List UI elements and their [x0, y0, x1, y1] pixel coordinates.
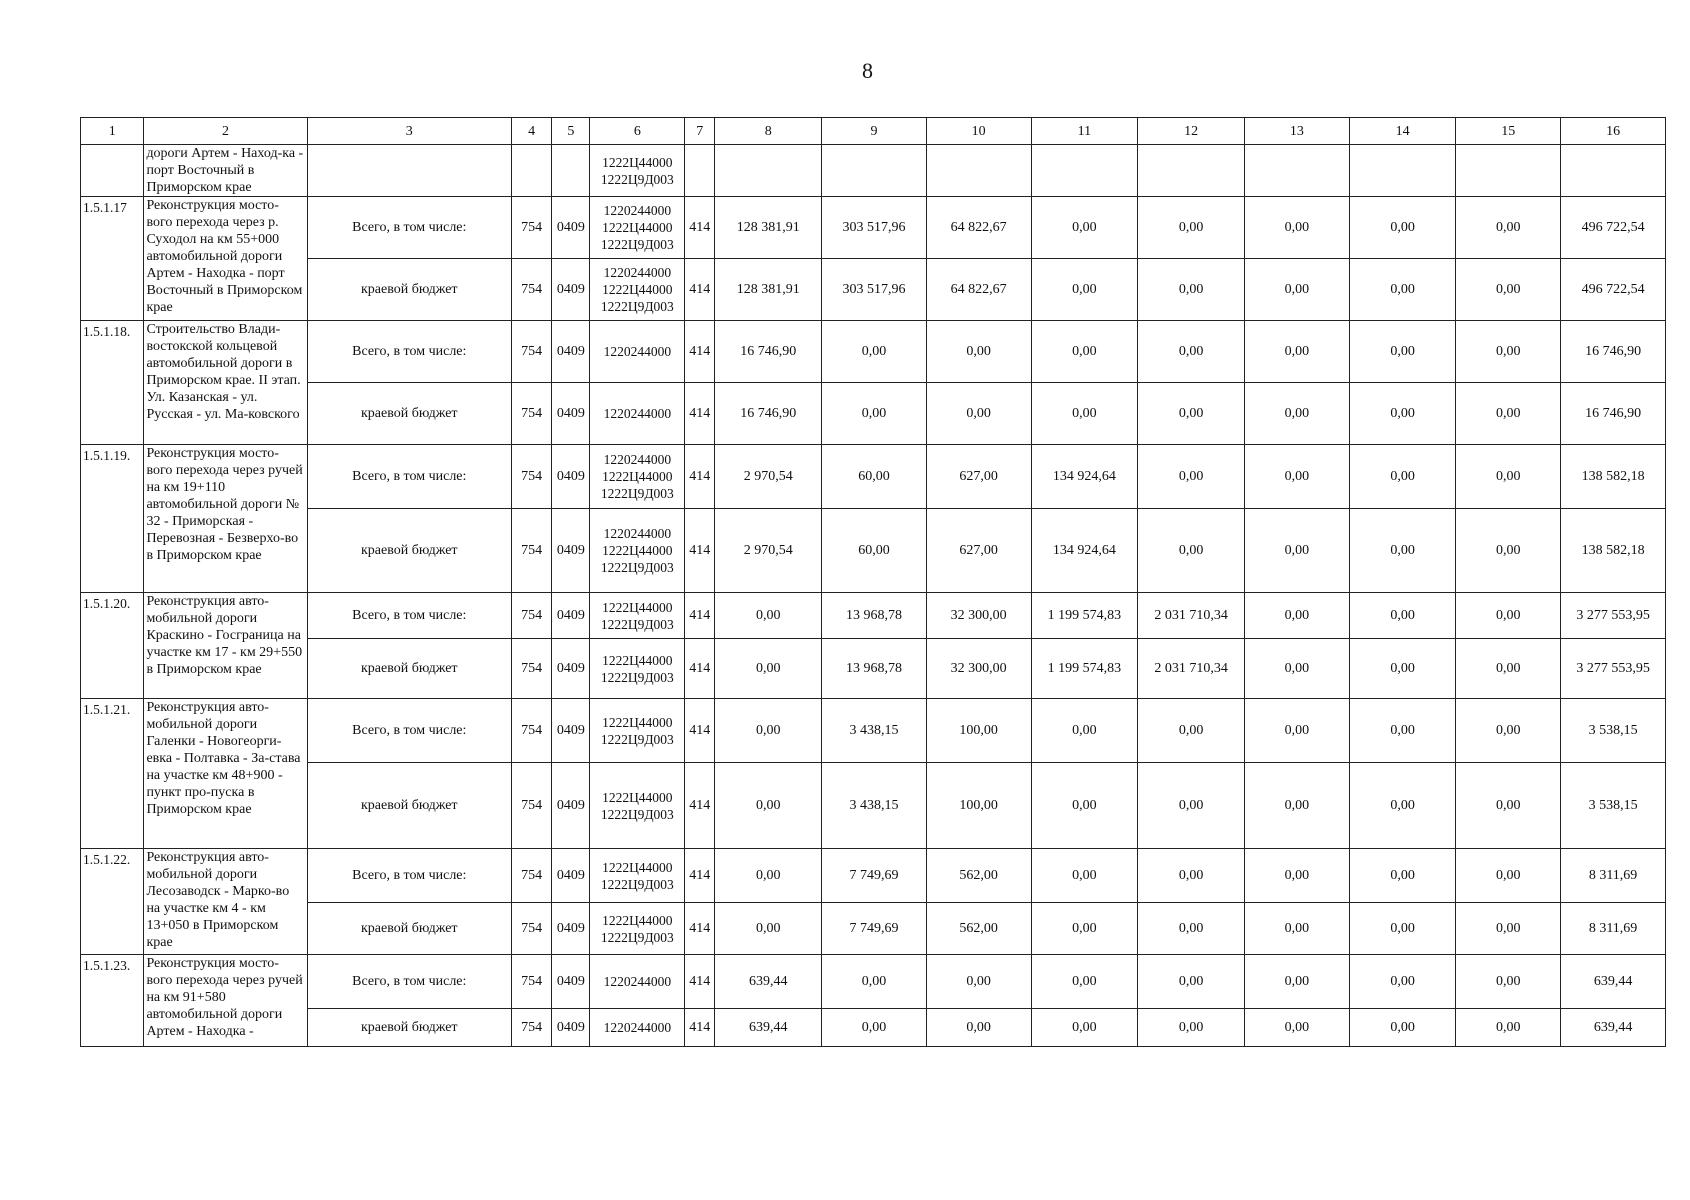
amount-value: 0,00: [1456, 1009, 1561, 1047]
amount-value: 0,00: [1244, 259, 1349, 321]
grbs-code: 754: [511, 259, 551, 321]
amount-value: 134 924,64: [1031, 445, 1138, 509]
grbs-code: 754: [511, 699, 551, 763]
amount-value: 0,00: [1031, 699, 1138, 763]
amount-value: 3 538,15: [1561, 699, 1666, 763]
amount-value: 0,00: [1031, 383, 1138, 445]
project-name: Реконструкция мосто-вого перехода через ручей на км 19+110 автомобильной дороги № 32 - Приморская - Перевозная - Безверхо-во в Приморском крае: [144, 445, 307, 593]
amount-value: 0,00: [1456, 593, 1561, 639]
expense-type: 414: [685, 383, 715, 445]
amount-value: 0,00: [715, 639, 822, 699]
grbs-code: 754: [511, 639, 551, 699]
amount-value: 13 968,78: [822, 593, 927, 639]
section-code: 0409: [552, 1009, 590, 1047]
amount-value: 639,44: [715, 1009, 822, 1047]
funding-source: краевой бюджет: [307, 903, 511, 955]
item-code: 1.5.1.18.: [81, 321, 144, 445]
amount-value: 60,00: [822, 445, 927, 509]
empty-cell: [822, 145, 927, 197]
page-number: 8: [862, 58, 873, 83]
section-code: 0409: [552, 639, 590, 699]
column-header: 14: [1349, 118, 1456, 145]
column-header: 5: [552, 118, 590, 145]
expense-type: 414: [685, 321, 715, 383]
amount-value: 0,00: [1349, 509, 1456, 593]
project-name: Строительство Влади-востокской кольцевой автомобильной дороги в Приморском крае. II этап. Ул. Казанская - ул. Русская - ул. Ма-ковского: [144, 321, 307, 445]
funding-source: краевой бюджет: [307, 639, 511, 699]
amount-value: 0,00: [1456, 639, 1561, 699]
expense-type: 414: [685, 699, 715, 763]
table-row: [81, 259, 1666, 321]
amount-value: 0,00: [1138, 383, 1245, 445]
grbs-code: 754: [511, 955, 551, 1009]
amount-value: 3 277 553,95: [1561, 593, 1666, 639]
empty-cell: [307, 145, 511, 197]
project-name: Реконструкция авто-мобильной дороги Галенки - Новогеорги-евка - Полтавка - За-става на участке км 48+900 - пункт про-пуска в Приморском крае: [144, 699, 307, 849]
amount-value: 0,00: [1244, 763, 1349, 849]
project-name: дороги Артем - Наход-ка - порт Восточный в Приморском крае: [144, 145, 307, 197]
amount-value: 32 300,00: [926, 639, 1031, 699]
kbk-cell: 1220244000 1222Ц44000 1222Ц9Д003: [590, 197, 685, 259]
amount-value: 0,00: [926, 321, 1031, 383]
kbk-cell: 1222Ц44000 1222Ц9Д003: [590, 849, 685, 903]
section-code: 0409: [552, 763, 590, 849]
amount-value: 0,00: [1349, 639, 1456, 699]
expense-type: 414: [685, 639, 715, 699]
column-header: 1: [81, 118, 144, 145]
table-row: [81, 197, 1666, 259]
column-header: 4: [511, 118, 551, 145]
table-row: [81, 639, 1666, 699]
amount-value: 639,44: [1561, 1009, 1666, 1047]
table-row: [81, 849, 1666, 903]
project-name: Реконструкция авто-мобильной дороги Лесозаводск - Марко-во на участке км 4 - км 13+050 в Приморском крае: [144, 849, 307, 955]
column-header: 13: [1244, 118, 1349, 145]
amount-value: 0,00: [1244, 593, 1349, 639]
grbs-code: 754: [511, 197, 551, 259]
amount-value: 496 722,54: [1561, 259, 1666, 321]
expense-type: 414: [685, 763, 715, 849]
funding-source: краевой бюджет: [307, 763, 511, 849]
amount-value: 0,00: [715, 903, 822, 955]
kbk-cell: 1220244000: [590, 383, 685, 445]
amount-value: 0,00: [1349, 321, 1456, 383]
amount-value: 0,00: [1138, 321, 1245, 383]
amount-value: 0,00: [1349, 903, 1456, 955]
column-header: 9: [822, 118, 927, 145]
kbk-cell: 1220244000 1222Ц44000 1222Ц9Д003: [590, 259, 685, 321]
item-code: 1.5.1.19.: [81, 445, 144, 593]
amount-value: 0,00: [822, 383, 927, 445]
amount-value: 0,00: [1456, 321, 1561, 383]
empty-cell: [685, 145, 715, 197]
amount-value: 627,00: [926, 445, 1031, 509]
amount-value: 0,00: [1244, 197, 1349, 259]
kbk-cell: 1222Ц44000 1222Ц9Д003: [590, 145, 685, 197]
amount-value: 1 199 574,83: [1031, 639, 1138, 699]
amount-value: 100,00: [926, 763, 1031, 849]
amount-value: 138 582,18: [1561, 509, 1666, 593]
grbs-code: 754: [511, 903, 551, 955]
amount-value: 8 311,69: [1561, 849, 1666, 903]
table-row: [81, 321, 1666, 383]
table-row: [81, 509, 1666, 593]
amount-value: 16 746,90: [1561, 383, 1666, 445]
empty-cell: [1456, 145, 1561, 197]
amount-value: 0,00: [1244, 1009, 1349, 1047]
item-code: 1.5.1.23.: [81, 955, 144, 1047]
amount-value: 0,00: [1138, 699, 1245, 763]
grbs-code: 754: [511, 383, 551, 445]
empty-cell: [715, 145, 822, 197]
amount-value: 627,00: [926, 509, 1031, 593]
grbs-code: 754: [511, 509, 551, 593]
amount-value: 0,00: [822, 321, 927, 383]
amount-value: 64 822,67: [926, 197, 1031, 259]
project-name: Реконструкция авто-мобильной дороги Краскино - Госграница на участке км 17 - км 29+550 в Приморском крае: [144, 593, 307, 699]
funding-source: Всего, в том числе:: [307, 593, 511, 639]
amount-value: 0,00: [822, 1009, 927, 1047]
amount-value: 0,00: [1456, 955, 1561, 1009]
amount-value: 0,00: [1138, 903, 1245, 955]
project-name: Реконструкция мосто-вого перехода через ручей на км 91+580 автомобильной дороги Артем - Находка -: [144, 955, 307, 1047]
funding-source: Всего, в том числе:: [307, 955, 511, 1009]
column-header: 8: [715, 118, 822, 145]
amount-value: 0,00: [1349, 849, 1456, 903]
expense-type: 414: [685, 509, 715, 593]
funding-source: краевой бюджет: [307, 509, 511, 593]
table-row: [81, 445, 1666, 509]
amount-value: 0,00: [1349, 445, 1456, 509]
section-code: 0409: [552, 383, 590, 445]
kbk-cell: 1222Ц44000 1222Ц9Д003: [590, 639, 685, 699]
grbs-code: 754: [511, 849, 551, 903]
expense-type: 414: [685, 259, 715, 321]
amount-value: 0,00: [1456, 197, 1561, 259]
column-header: 12: [1138, 118, 1245, 145]
empty-cell: [1138, 145, 1245, 197]
amount-value: 0,00: [1456, 383, 1561, 445]
continuation-row: [81, 145, 1666, 197]
expense-type: 414: [685, 849, 715, 903]
amount-value: 0,00: [1031, 259, 1138, 321]
empty-cell: [1244, 145, 1349, 197]
kbk-cell: 1220244000: [590, 955, 685, 1009]
amount-value: 0,00: [1349, 593, 1456, 639]
amount-value: 0,00: [1031, 321, 1138, 383]
amount-value: 303 517,96: [822, 197, 927, 259]
empty-cell: [1349, 145, 1456, 197]
amount-value: 2 031 710,34: [1138, 639, 1245, 699]
empty-cell: [1031, 145, 1138, 197]
empty-cell: [926, 145, 1031, 197]
amount-value: 100,00: [926, 699, 1031, 763]
item-code: 1.5.1.21.: [81, 699, 144, 849]
empty-cell: [1561, 145, 1666, 197]
kbk-cell: 1220244000: [590, 1009, 685, 1047]
kbk-cell: 1222Ц44000 1222Ц9Д003: [590, 593, 685, 639]
amount-value: 0,00: [1031, 955, 1138, 1009]
amount-value: 3 438,15: [822, 763, 927, 849]
amount-value: 0,00: [1138, 849, 1245, 903]
amount-value: 0,00: [1138, 955, 1245, 1009]
amount-value: 0,00: [1244, 955, 1349, 1009]
table-row: [81, 699, 1666, 763]
amount-value: 2 970,54: [715, 509, 822, 593]
header-row: [81, 118, 1666, 145]
item-code: 1.5.1.22.: [81, 849, 144, 955]
amount-value: 0,00: [1031, 1009, 1138, 1047]
amount-value: 1 199 574,83: [1031, 593, 1138, 639]
amount-value: 303 517,96: [822, 259, 927, 321]
empty-cell: [552, 145, 590, 197]
amount-value: 0,00: [1349, 1009, 1456, 1047]
amount-value: 0,00: [926, 1009, 1031, 1047]
amount-value: 60,00: [822, 509, 927, 593]
amount-value: 7 749,69: [822, 849, 927, 903]
column-header: 6: [590, 118, 685, 145]
amount-value: 32 300,00: [926, 593, 1031, 639]
grbs-code: 754: [511, 763, 551, 849]
amount-value: 0,00: [1349, 763, 1456, 849]
item-code: 1.5.1.20.: [81, 593, 144, 699]
column-header: 10: [926, 118, 1031, 145]
amount-value: 0,00: [1031, 763, 1138, 849]
amount-value: 134 924,64: [1031, 509, 1138, 593]
amount-value: 128 381,91: [715, 197, 822, 259]
amount-value: 0,00: [715, 849, 822, 903]
amount-value: 0,00: [1138, 509, 1245, 593]
table-row: [81, 1009, 1666, 1047]
section-code: 0409: [552, 593, 590, 639]
amount-value: 639,44: [1561, 955, 1666, 1009]
table-row: [81, 383, 1666, 445]
empty-cell: [511, 145, 551, 197]
amount-value: 0,00: [1138, 445, 1245, 509]
amount-value: 8 311,69: [1561, 903, 1666, 955]
funding-source: краевой бюджет: [307, 259, 511, 321]
amount-value: 0,00: [926, 383, 1031, 445]
column-header: 7: [685, 118, 715, 145]
amount-value: 0,00: [1456, 259, 1561, 321]
amount-value: 0,00: [1031, 197, 1138, 259]
amount-value: 0,00: [1349, 197, 1456, 259]
amount-value: 0,00: [926, 955, 1031, 1009]
section-code: 0409: [552, 509, 590, 593]
section-code: 0409: [552, 699, 590, 763]
budget-table: [80, 117, 1666, 1047]
amount-value: 0,00: [1244, 321, 1349, 383]
amount-value: 0,00: [1349, 699, 1456, 763]
grbs-code: 754: [511, 445, 551, 509]
grbs-code: 754: [511, 593, 551, 639]
grbs-code: 754: [511, 1009, 551, 1047]
amount-value: 0,00: [1456, 699, 1561, 763]
section-code: 0409: [552, 955, 590, 1009]
amount-value: 0,00: [715, 593, 822, 639]
kbk-cell: 1220244000: [590, 321, 685, 383]
amount-value: 0,00: [715, 699, 822, 763]
column-header: 11: [1031, 118, 1138, 145]
amount-value: 0,00: [1349, 259, 1456, 321]
amount-value: 0,00: [1244, 849, 1349, 903]
amount-value: 64 822,67: [926, 259, 1031, 321]
section-code: 0409: [552, 197, 590, 259]
table-row: [81, 955, 1666, 1009]
column-header: 2: [144, 118, 307, 145]
kbk-cell: 1222Ц44000 1222Ц9Д003: [590, 903, 685, 955]
amount-value: 16 746,90: [715, 383, 822, 445]
kbk-cell: 1222Ц44000 1222Ц9Д003: [590, 699, 685, 763]
column-header: 15: [1456, 118, 1561, 145]
amount-value: 0,00: [1244, 383, 1349, 445]
amount-value: 0,00: [1138, 763, 1245, 849]
funding-source: краевой бюджет: [307, 1009, 511, 1047]
funding-source: Всего, в том числе:: [307, 699, 511, 763]
table-row: [81, 593, 1666, 639]
amount-value: 496 722,54: [1561, 197, 1666, 259]
table-row: [81, 763, 1666, 849]
expense-type: 414: [685, 903, 715, 955]
expense-type: 414: [685, 593, 715, 639]
amount-value: 16 746,90: [1561, 321, 1666, 383]
amount-value: 562,00: [926, 903, 1031, 955]
amount-value: 0,00: [1031, 849, 1138, 903]
funding-source: Всего, в том числе:: [307, 445, 511, 509]
amount-value: 0,00: [1244, 445, 1349, 509]
kbk-cell: 1222Ц44000 1222Ц9Д003: [590, 763, 685, 849]
amount-value: 639,44: [715, 955, 822, 1009]
kbk-cell: 1220244000 1222Ц44000 1222Ц9Д003: [590, 445, 685, 509]
amount-value: 0,00: [1456, 763, 1561, 849]
amount-value: 138 582,18: [1561, 445, 1666, 509]
amount-value: 0,00: [1349, 383, 1456, 445]
amount-value: 16 746,90: [715, 321, 822, 383]
amount-value: 2 031 710,34: [1138, 593, 1245, 639]
funding-source: краевой бюджет: [307, 383, 511, 445]
amount-value: 13 968,78: [822, 639, 927, 699]
amount-value: 0,00: [1456, 445, 1561, 509]
amount-value: 3 538,15: [1561, 763, 1666, 849]
amount-value: 0,00: [715, 763, 822, 849]
amount-value: 7 749,69: [822, 903, 927, 955]
column-header: 16: [1561, 118, 1666, 145]
amount-value: 0,00: [1244, 639, 1349, 699]
amount-value: 0,00: [822, 955, 927, 1009]
amount-value: 0,00: [1456, 903, 1561, 955]
amount-value: 0,00: [1456, 849, 1561, 903]
amount-value: 0,00: [1456, 509, 1561, 593]
amount-value: 128 381,91: [715, 259, 822, 321]
expense-type: 414: [685, 197, 715, 259]
item-code: 1.5.1.17: [81, 197, 144, 321]
kbk-cell: 1220244000 1222Ц44000 1222Ц9Д003: [590, 509, 685, 593]
funding-source: Всего, в том числе:: [307, 197, 511, 259]
column-header: 3: [307, 118, 511, 145]
funding-source: Всего, в том числе:: [307, 849, 511, 903]
project-name: Реконструкция мосто-вого перехода через р. Суходол на км 55+000 автомобильной дороги Артем - Находка - порт Восточный в Приморском крае: [144, 197, 307, 321]
amount-value: 0,00: [1244, 699, 1349, 763]
amount-value: 562,00: [926, 849, 1031, 903]
amount-value: 0,00: [1138, 259, 1245, 321]
amount-value: 0,00: [1349, 955, 1456, 1009]
section-code: 0409: [552, 259, 590, 321]
amount-value: 2 970,54: [715, 445, 822, 509]
section-code: 0409: [552, 445, 590, 509]
section-code: 0409: [552, 849, 590, 903]
code-cell: [81, 145, 144, 197]
table-row: [81, 903, 1666, 955]
amount-value: 0,00: [1244, 903, 1349, 955]
amount-value: 0,00: [1031, 903, 1138, 955]
amount-value: 0,00: [1138, 197, 1245, 259]
section-code: 0409: [552, 903, 590, 955]
amount-value: 3 277 553,95: [1561, 639, 1666, 699]
expense-type: 414: [685, 445, 715, 509]
section-code: 0409: [552, 321, 590, 383]
amount-value: 3 438,15: [822, 699, 927, 763]
funding-source: Всего, в том числе:: [307, 321, 511, 383]
grbs-code: 754: [511, 321, 551, 383]
amount-value: 0,00: [1138, 1009, 1245, 1047]
expense-type: 414: [685, 955, 715, 1009]
expense-type: 414: [685, 1009, 715, 1047]
amount-value: 0,00: [1244, 509, 1349, 593]
